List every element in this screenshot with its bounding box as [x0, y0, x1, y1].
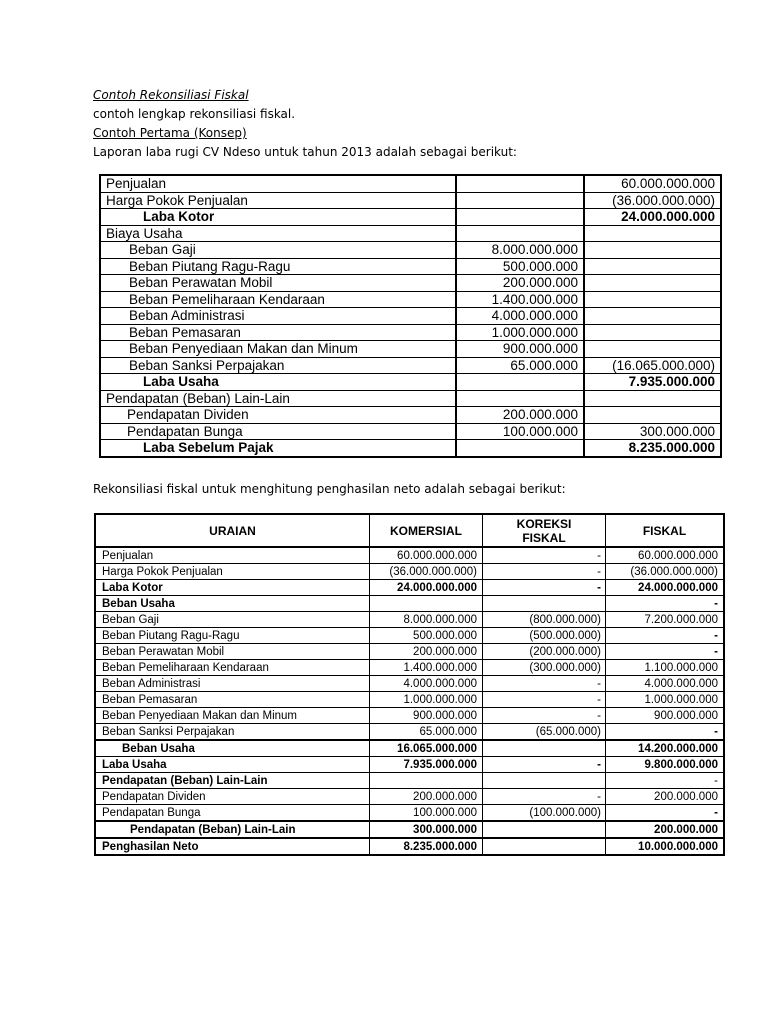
cell — [456, 374, 584, 391]
row-label: Penjualan — [100, 175, 456, 192]
table-row — [95, 708, 724, 724]
cell: (36.000.000.000) — [370, 564, 483, 580]
cell: 7.935.000.000 — [370, 757, 483, 773]
table-row — [95, 740, 724, 757]
row-label: Harga Pokok Penjualan — [100, 192, 456, 209]
header-fiskal: FISKAL — [606, 514, 725, 547]
table-row — [95, 757, 724, 773]
table-row — [95, 773, 724, 789]
table-row — [100, 357, 721, 374]
cell: - — [483, 676, 606, 692]
table-row — [95, 612, 724, 628]
table-row — [95, 596, 724, 612]
row-label: Beban Administrasi — [100, 308, 456, 325]
row-label: Laba Kotor — [100, 209, 456, 226]
intro-line: Rekonsiliasi fiskal untuk menghitung penghasilan neto adalah sebagai berikut: — [93, 482, 566, 496]
row-label: Laba Kotor — [95, 580, 370, 596]
cell: - — [606, 596, 725, 612]
row-label: Pendapatan (Beban) Lain-Lain — [95, 821, 370, 838]
cell: 500.000.000 — [456, 258, 584, 275]
row-label: Pendapatan (Beban) Lain-Lain — [100, 390, 456, 407]
cell: 8.235.000.000 — [584, 440, 721, 457]
table-row — [100, 390, 721, 407]
cell: 1.000.000.000 — [370, 692, 483, 708]
cell — [584, 407, 721, 424]
cell — [584, 225, 721, 242]
row-label: Beban Pemasaran — [100, 324, 456, 341]
table-row — [95, 676, 724, 692]
cell: 65.000.000 — [456, 357, 584, 374]
table-row — [100, 192, 721, 209]
table-row — [100, 175, 721, 192]
table-row — [100, 374, 721, 391]
row-label: Beban Pemeliharaan Kendaraan — [95, 660, 370, 676]
cell — [584, 308, 721, 325]
cell: 65.000.000 — [370, 724, 483, 741]
table-row — [95, 789, 724, 805]
cell: (300.000.000) — [483, 660, 606, 676]
row-label: Beban Piutang Ragu-Ragu — [95, 628, 370, 644]
table-row — [95, 724, 724, 741]
cell: 1.400.000.000 — [370, 660, 483, 676]
doc-title: Contoh Rekonsiliasi Fiskal — [93, 88, 249, 102]
table-row — [95, 692, 724, 708]
table-row — [100, 440, 721, 457]
table-row — [100, 275, 721, 292]
header-komersial: KOMERSIAL — [370, 514, 483, 547]
table-row — [100, 341, 721, 358]
cell: 4.000.000.000 — [456, 308, 584, 325]
cell: (36.000.000.000) — [584, 192, 721, 209]
table-row — [95, 821, 724, 838]
table-row — [95, 644, 724, 660]
row-label: Laba Usaha — [95, 757, 370, 773]
row-label: Beban Pemeliharaan Kendaraan — [100, 291, 456, 308]
cell — [483, 740, 606, 757]
cell: 24.000.000.000 — [606, 580, 725, 596]
cell — [584, 242, 721, 259]
cell: 200.000.000 — [370, 789, 483, 805]
cell: 24.000.000.000 — [370, 580, 483, 596]
table-row — [100, 258, 721, 275]
row-label: Beban Piutang Ragu-Ragu — [100, 258, 456, 275]
cell: 900.000.000 — [606, 708, 725, 724]
cell — [584, 341, 721, 358]
cell: - — [483, 708, 606, 724]
row-label: Beban Pemasaran — [95, 692, 370, 708]
row-label: Penghasilan Neto — [95, 838, 370, 855]
cell — [584, 390, 721, 407]
cell: 200.000.000 — [606, 789, 725, 805]
cell: 60.000.000.000 — [584, 175, 721, 192]
cell: 100.000.000 — [370, 805, 483, 822]
cell: (200.000.000) — [483, 644, 606, 660]
cell: 24.000.000.000 — [584, 209, 721, 226]
table-row — [95, 838, 724, 855]
cell — [483, 773, 606, 789]
row-label: Pendapatan (Beban) Lain-Lain — [95, 773, 370, 789]
table-row — [100, 324, 721, 341]
row-label: Beban Perawatan Mobil — [95, 644, 370, 660]
cell: 1.000.000.000 — [456, 324, 584, 341]
row-label: Beban Usaha — [95, 740, 370, 757]
cell: 1.100.000.000 — [606, 660, 725, 676]
cell — [584, 275, 721, 292]
row-label: Biaya Usaha — [100, 225, 456, 242]
row-label: Beban Penyediaan Makan dan Minum — [95, 708, 370, 724]
cell: 8.000.000.000 — [456, 242, 584, 259]
cell — [456, 390, 584, 407]
cell — [456, 440, 584, 457]
cell: 4.000.000.000 — [606, 676, 725, 692]
cell: 1.000.000.000 — [606, 692, 725, 708]
cell: 1.400.000.000 — [456, 291, 584, 308]
cell: - — [483, 757, 606, 773]
cell — [456, 209, 584, 226]
row-label: Pendapatan Dividen — [100, 407, 456, 424]
cell: 900.000.000 — [456, 341, 584, 358]
cell — [584, 258, 721, 275]
table-row — [100, 308, 721, 325]
cell: 60.000.000.000 — [370, 547, 483, 564]
row-label: Beban Administrasi — [95, 676, 370, 692]
cell: 60.000.000.000 — [606, 547, 725, 564]
row-label: Penjualan — [95, 547, 370, 564]
table-row — [100, 423, 721, 440]
cell: (65.000.000) — [483, 724, 606, 741]
cell — [370, 596, 483, 612]
table-row — [100, 225, 721, 242]
cell: - — [483, 564, 606, 580]
cell: - — [606, 644, 725, 660]
income-statement-table — [99, 174, 722, 458]
cell: - — [483, 580, 606, 596]
row-label: Beban Gaji — [95, 612, 370, 628]
cell: - — [606, 724, 725, 741]
cell: 8.235.000.000 — [370, 838, 483, 855]
cell: - — [483, 547, 606, 564]
cell: - — [606, 628, 725, 644]
cell: 14.200.000.000 — [606, 740, 725, 757]
table-row — [95, 628, 724, 644]
row-label: Laba Usaha — [100, 374, 456, 391]
intro-line: contoh lengkap rekonsiliasi fiskal. — [93, 107, 296, 121]
header-koreksi-fiskal: KOREKSI FISKAL — [483, 514, 606, 547]
cell: - — [483, 789, 606, 805]
table-row — [95, 805, 724, 822]
table-row — [100, 209, 721, 226]
cell: 4.000.000.000 — [370, 676, 483, 692]
cell — [483, 596, 606, 612]
row-label: Pendapatan Bunga — [100, 423, 456, 440]
intro-text — [93, 86, 517, 162]
cell: 10.000.000.000 — [606, 838, 725, 855]
cell: 8.000.000.000 — [370, 612, 483, 628]
row-label: Pendapatan Dividen — [95, 789, 370, 805]
cell: (36.000.000.000) — [606, 564, 725, 580]
cell: 200.000.000 — [370, 644, 483, 660]
cell — [483, 838, 606, 855]
fiscal-reconciliation-table — [94, 513, 725, 856]
cell: 500.000.000 — [370, 628, 483, 644]
cell: 900.000.000 — [370, 708, 483, 724]
cell — [483, 821, 606, 838]
cell: (100.000.000) — [483, 805, 606, 822]
row-label: Beban Usaha — [95, 596, 370, 612]
cell: 100.000.000 — [456, 423, 584, 440]
table-row — [100, 407, 721, 424]
intro-text-2 — [93, 480, 566, 499]
cell — [456, 225, 584, 242]
row-label: Laba Sebelum Pajak — [100, 440, 456, 457]
cell: 200.000.000 — [606, 821, 725, 838]
row-label: Beban Penyediaan Makan dan Minum — [100, 341, 456, 358]
row-label: Beban Sanksi Perpajakan — [100, 357, 456, 374]
cell: 16.065.000.000 — [370, 740, 483, 757]
cell: 300.000.000 — [370, 821, 483, 838]
cell — [370, 773, 483, 789]
cell: 300.000.000 — [584, 423, 721, 440]
row-label: Pendapatan Bunga — [95, 805, 370, 822]
table-row — [95, 564, 724, 580]
row-label: Beban Sanksi Perpajakan — [95, 724, 370, 741]
cell: - — [606, 773, 725, 789]
table-header-row — [95, 514, 724, 547]
cell: (16.065.000.000) — [584, 357, 721, 374]
table-row — [95, 547, 724, 564]
cell: 200.000.000 — [456, 407, 584, 424]
cell: - — [606, 805, 725, 822]
table-row — [100, 291, 721, 308]
intro-line: Laporan laba rugi CV Ndeso untuk tahun 2013 adalah sebagai berikut: — [93, 145, 517, 159]
section-heading: Contoh Pertama (Konsep) — [93, 126, 247, 140]
header-uraian: URAIAN — [95, 514, 370, 547]
cell: 200.000.000 — [456, 275, 584, 292]
table-row — [100, 242, 721, 259]
cell: (500.000.000) — [483, 628, 606, 644]
cell: 9.800.000.000 — [606, 757, 725, 773]
cell: 7.200.000.000 — [606, 612, 725, 628]
cell — [456, 192, 584, 209]
cell — [584, 324, 721, 341]
row-label: Beban Perawatan Mobil — [100, 275, 456, 292]
table-row — [95, 660, 724, 676]
row-label: Beban Gaji — [100, 242, 456, 259]
cell — [584, 291, 721, 308]
cell — [456, 175, 584, 192]
cell: 7.935.000.000 — [584, 374, 721, 391]
cell: (800.000.000) — [483, 612, 606, 628]
table-row — [95, 580, 724, 596]
row-label: Harga Pokok Penjualan — [95, 564, 370, 580]
cell: - — [483, 692, 606, 708]
